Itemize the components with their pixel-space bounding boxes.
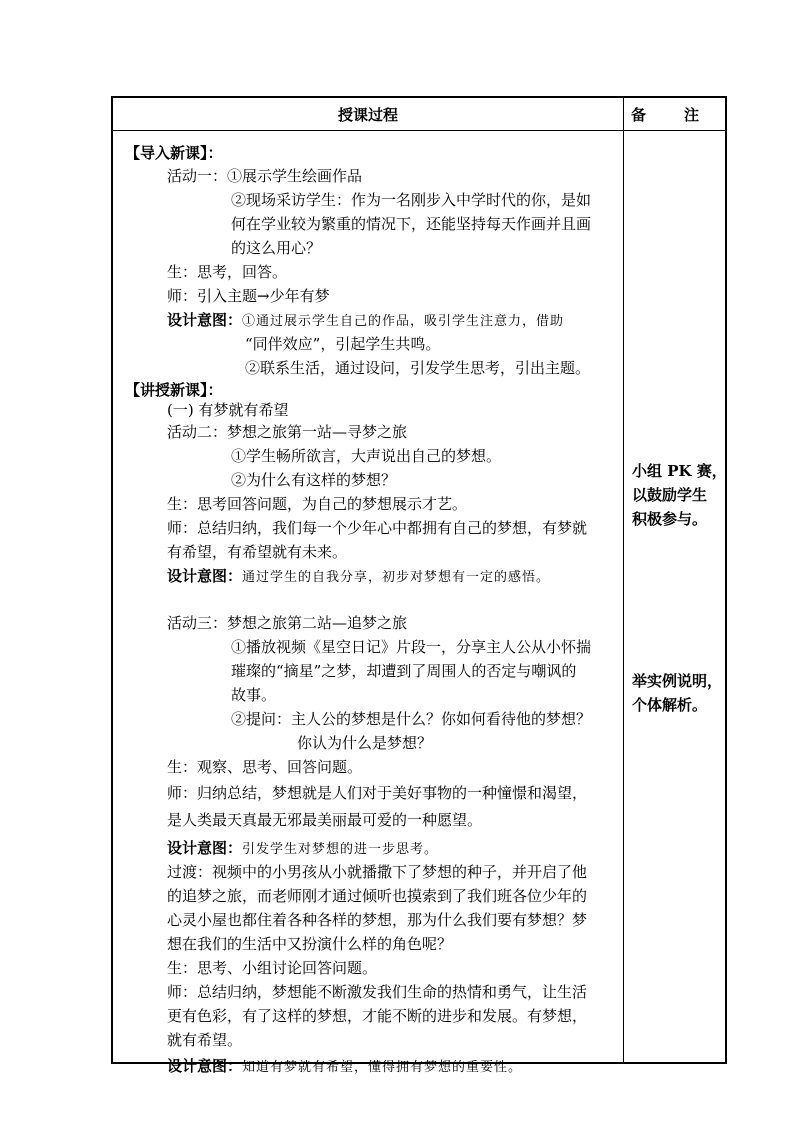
line-text: ①学生畅所欲言，大声说出自己的梦想。 (231, 447, 502, 465)
content-line (167, 611, 407, 635)
content-line (167, 836, 438, 862)
line-text: ②现场采访学生：作为一名刚步入中学时代的你，是如 (231, 191, 592, 209)
line-text: 的这么用心？ (231, 239, 322, 257)
content-line (167, 564, 550, 590)
content-line (167, 1028, 242, 1052)
line-text: “同伴效应”，引起学生共鸣。 (245, 335, 441, 353)
line-text: ②联系生活，通过设问，引发学生思考，引出主题。 (245, 359, 591, 377)
content-line (167, 1054, 522, 1080)
design-intent-text: 知道有梦就有希望，懂得拥有梦想的重要性。 (242, 1060, 523, 1075)
content-line (231, 635, 591, 659)
design-intent-text: 引发学生对梦想的进一步思考。 (242, 842, 439, 857)
content-line (231, 683, 276, 707)
header-remarks-char-1: 备 (631, 106, 647, 124)
bold-label: 设计意图： (167, 1057, 243, 1075)
line-text: 何在学业较为繁重的情况下，还能坚持每天作画并且画 (231, 215, 592, 233)
line-text: 有希望，有希望就有未来。 (167, 543, 348, 561)
line-text: 就有希望。 (167, 1031, 243, 1049)
line-text: 生：观察、思考、回答问题。 (167, 758, 363, 776)
line-text: 师：总结归纳，梦想能不断激发我们生命的热情和勇气，让生活 (167, 983, 588, 1001)
content-line (231, 188, 591, 212)
content-line (167, 308, 564, 334)
line-text: 更有色彩，有了这样的梦想，才能不断的进步和发展。有梦想， (167, 1007, 588, 1025)
content-line (167, 908, 587, 932)
line-text: 璀璨的“摘星”之梦，却遭到了周围人的否定与嘲讽的 (231, 662, 577, 680)
content-line (167, 860, 587, 884)
remark-line: 以鼓励学生 (632, 486, 708, 504)
content-line (167, 398, 288, 422)
design-intent-text: 通过学生的自我分享，初步对梦想有一定的感悟。 (242, 570, 551, 585)
content-line (167, 1004, 587, 1028)
header-remarks-char-2: 注 (684, 106, 700, 124)
line-text: 活动二：梦想之旅第一站—寻梦之旅 (167, 423, 408, 441)
content-line (167, 980, 587, 1004)
content-line (167, 755, 362, 779)
bold-label: 设计意图： (167, 311, 243, 329)
design-intent-text: ①通过展示学生自己的作品，吸引学生注意力，借助 (242, 314, 565, 329)
remark-line: 举实例说明， (632, 672, 723, 690)
remark-line: 个体解析。 (632, 696, 708, 714)
header-divider (113, 130, 725, 131)
line-text: ②提问：主人公的梦想是什么？你如何看待他的梦想？ (231, 710, 592, 728)
line-text: 师：总结归纳，我们每一个少年心中都拥有自己的梦想，有梦就 (167, 519, 588, 537)
content-line (167, 781, 587, 805)
line-text: 你认为什么是梦想？ (297, 734, 433, 752)
line-text: 师：归纳总结，梦想就是人们对于美好事物的一种憧憬和渴望， (167, 784, 588, 802)
bold-label: 【讲授新课】： (125, 381, 223, 399)
line-text: 生：思考，回答。 (167, 263, 288, 281)
line-text: 生：思考、小组讨论回答问题。 (167, 959, 378, 977)
bold-label: 设计意图： (167, 567, 243, 585)
remark-line: 积极参与。 (632, 510, 708, 528)
content-line (167, 540, 347, 564)
line-text: 生：思考回答问题，为自己的梦想展示才艺。 (167, 495, 468, 513)
line-text: 故事。 (231, 686, 277, 704)
remark-line: 小组 PK 赛， (632, 462, 727, 480)
content-line (167, 260, 287, 284)
content-line (167, 492, 467, 516)
content-line (167, 164, 362, 188)
line-text: ①播放视频《星空日记》片段一，分享主人公从小怀揣 (231, 638, 592, 656)
content-line (231, 468, 396, 492)
bold-label: 【导入新课】： (125, 144, 223, 162)
content-line (167, 956, 377, 980)
bold-label: 设计意图： (167, 839, 243, 857)
line-text: 是人类最天真最无邪最美丽最可爱的一种愿望。 (167, 811, 483, 829)
line-text: 心灵小屋也都住着各种各样的梦想，那为什么我们要有梦想？梦 (167, 911, 588, 929)
content-line (125, 141, 223, 165)
content-line (297, 731, 432, 755)
content-line (167, 932, 452, 956)
content-line (231, 659, 576, 683)
line-text: ②为什么有这样的梦想？ (231, 471, 397, 489)
content-line (231, 212, 591, 236)
content-line (245, 332, 440, 356)
content-line (167, 420, 407, 444)
content-line (167, 516, 587, 540)
line-text: 想在我们的生活中又扮演什么样的角色呢？ (167, 935, 453, 953)
line-text: 活动三：梦想之旅第二站—追梦之旅 (167, 614, 408, 632)
column-divider (623, 98, 624, 1062)
header-remarks (631, 98, 711, 130)
content-line (167, 284, 330, 308)
content-line (167, 884, 587, 908)
content-line (231, 444, 501, 468)
content-line (167, 808, 482, 832)
content-line (245, 356, 590, 380)
content-line (231, 707, 591, 731)
line-text: (一) 有梦就有希望 (167, 401, 289, 419)
header-teaching-process: 授课过程 (337, 106, 398, 124)
line-text: 活动一：①展示学生绘画作品 (167, 167, 363, 185)
content-line (231, 236, 321, 260)
line-text: 师：引入主题→少年有梦 (167, 287, 330, 305)
line-text: 的追梦之旅，而老师刚才通过倾听也摸索到了我们班各位少年的 (167, 887, 588, 905)
line-text: 过渡：视频中的小男孩从小就播撒下了梦想的种子，并开启了他 (167, 863, 588, 881)
